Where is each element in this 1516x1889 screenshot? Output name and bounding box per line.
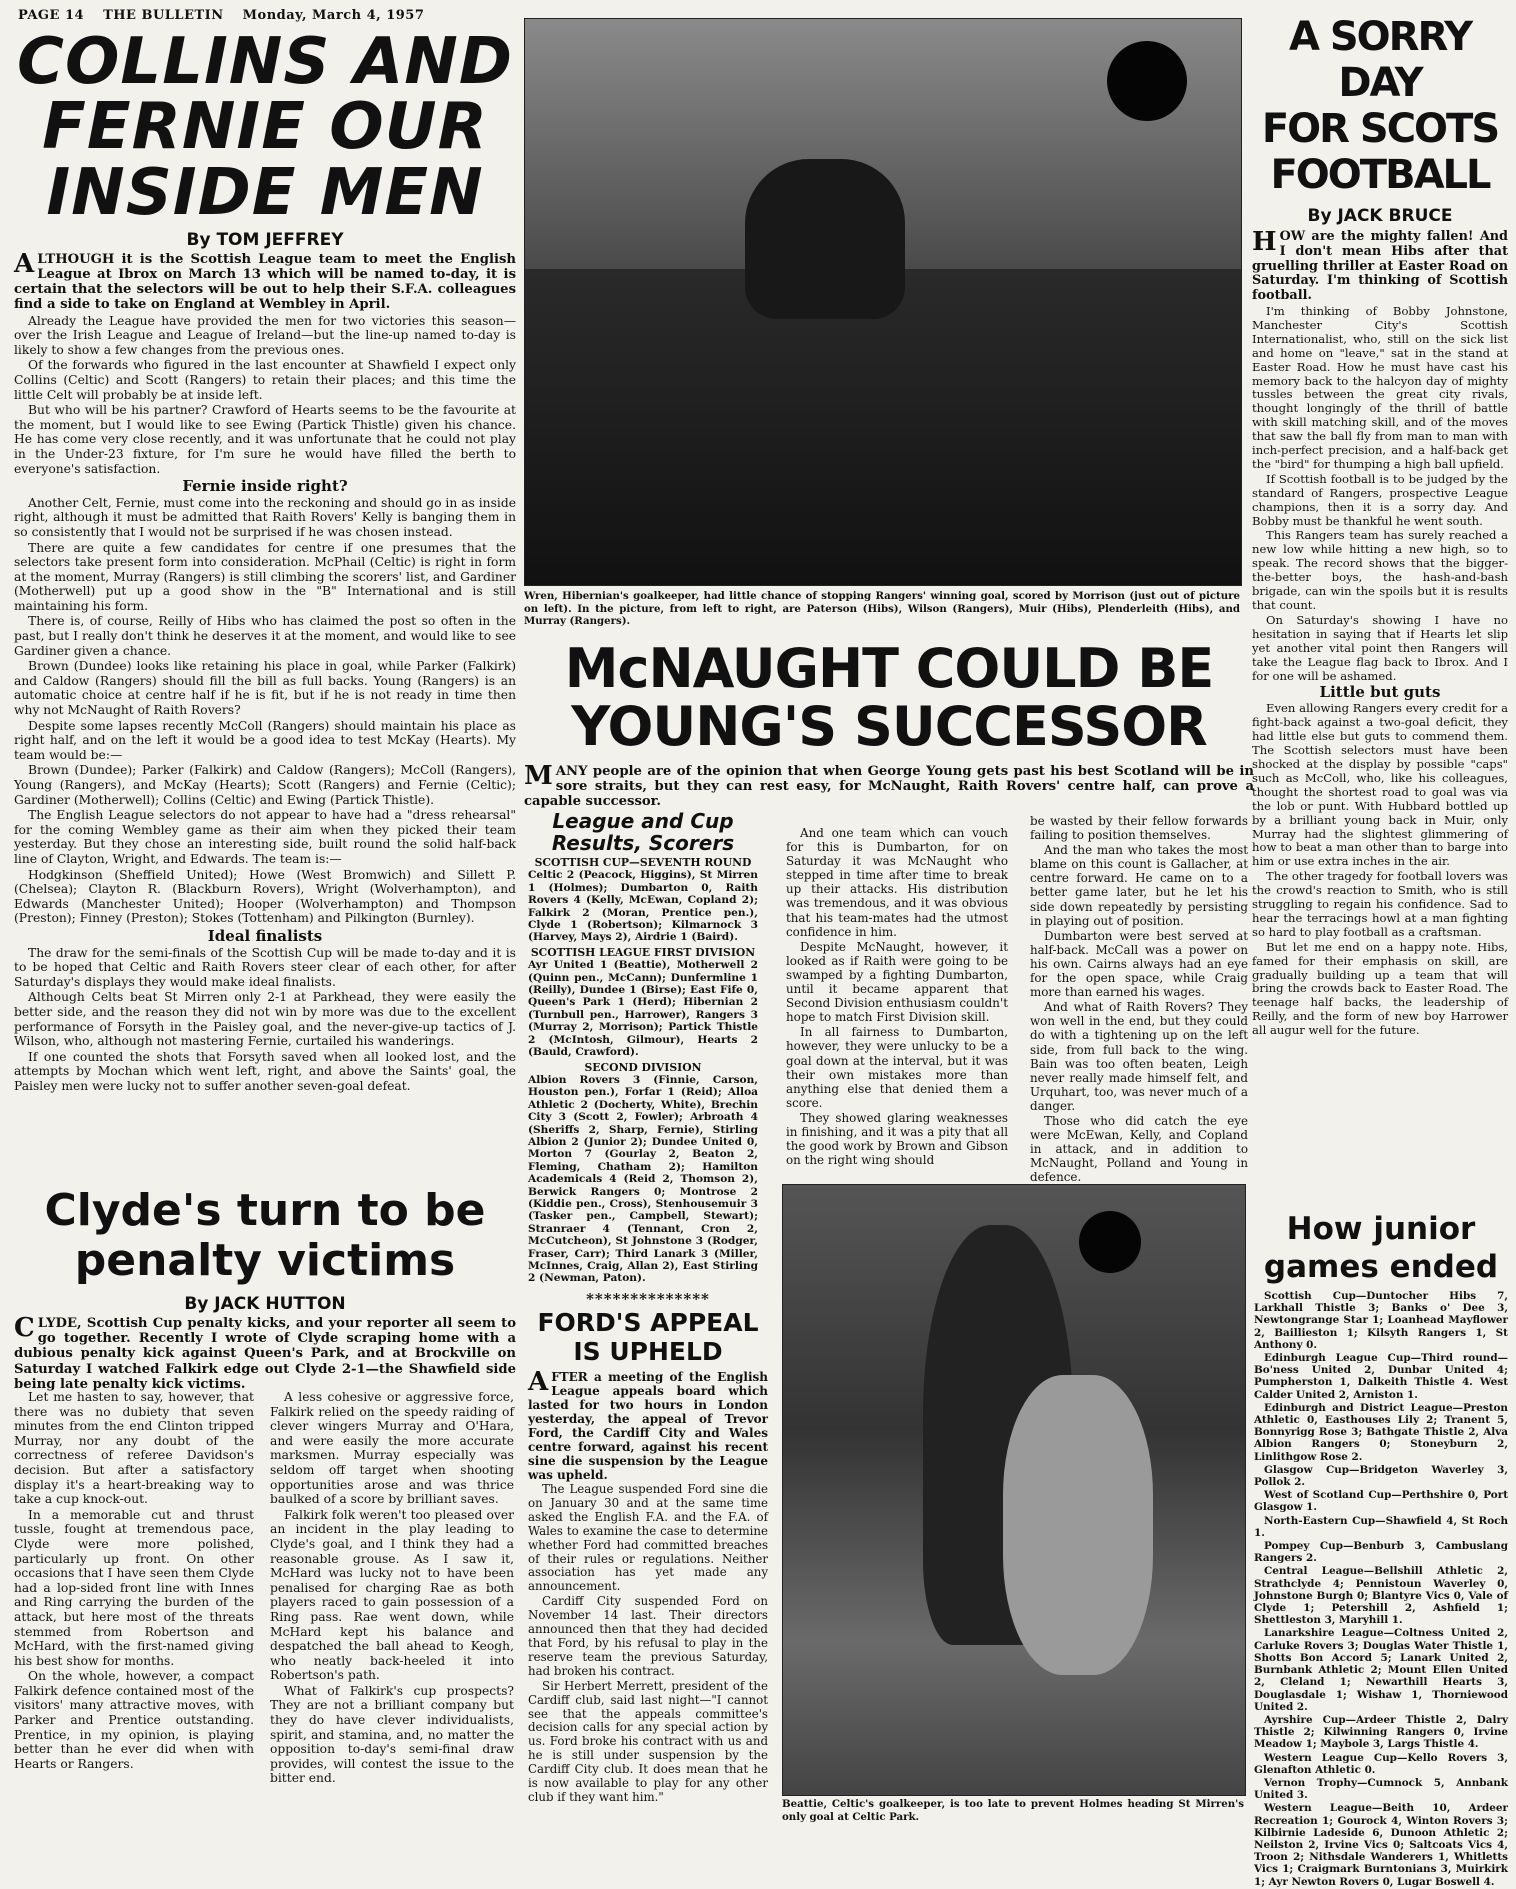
results-box — [528, 810, 758, 1285]
collins-para: Already the League have provided the men for two victories this season—over the Irish League and League of Ireland—but the line-up named to-day is likely to show a few changes from the previous ones. — [14, 313, 516, 357]
mcnaught-para: Despite McNaught, however, it looked as if Raith were going to be swamped by a fighting Dumbarton, until it became apparent that Second Division enthusiasm couldn't hope to match First Division skill. — [786, 939, 1008, 1025]
collins-para: There is, of course, Reilly of Hibs who has claimed the post so often in the past, but I really don't think he deserves it at the moment, and would like to see Gardiner given a chance. — [14, 614, 516, 658]
junior-item: Lanarkshire League—Coltness United 2, Carluke Rovers 3; Douglas Water Thistle 1, Shotts Bon Accord 5; Lanark United 2, Burnbank Athletic 2; Mount Ellen United 2, Cleland 1; Newarthill Hearts 3, Douglasdale 1; Wishaw 1, Thorniewood United 2. — [1254, 1627, 1508, 1713]
page-number: PAGE 14 — [18, 8, 85, 23]
clyde-headline — [14, 1186, 516, 1286]
collins-para: Hodgkinson (Sheffield United); Howe (West Bromwich) and Sillett P. (Chelsea); Clayton R. (Blackburn Rovers), Wright (Wolverhampton), and Edwards (Manchester United); Hooper (Wolverhampton) and Thompson (Preston); Finney (Preston); Stokes (Tottenham) and Pilkington (Burnley). — [14, 867, 516, 926]
clyde-headline-line-2: penalty victims — [74, 1235, 456, 1286]
mcnaught-lead-text: ANY people are of the opinion that when George Young gets past his best Scotland will be in sore straits, but they can rest easy, for McNaught, Raith Rovers' centre half, can prove a capable successor. — [524, 764, 1254, 810]
collins-para: But who will be his partner? Crawford of Hearts seems to be the favourite at the moment, but I would like to see Ewing (Partick Thistle) given his chance. He has come very close recently, and it was unfortunate that he could not play in the Under-23 fixture, for I'm sure he would have filled the berth to everyone's satisfaction. — [14, 403, 516, 476]
ford-dropcap: A — [528, 1367, 549, 1397]
ford-para: Sir Herbert Merrett, president of the Cardiff club, said last night—"I cannot see that the appeals committee's decision calls for any special action by us. Ford broke his contract with us and he is still under suspension by the Cardiff City club. It does mean that he is now available to play for any other club if they want him." — [528, 1678, 768, 1804]
results-second-division: Albion Rovers 3 (Finnie, Carson, Houston pen.), Forfar 1 (Reid); Alloa Athletic 2 (Docherty, White), Brechin City 3 (Scott 2, Fowler); Arbroath 4 (Sheriffs 2, Sharp, Fernie), Stirling Albion 2 (Junior 2); Dundee United 0, Morton 7 (Gourlay 2, Beaton 2, Fleming, Chatham 2); Hamilton Academicals 4 (Reid 2, Thomson 2), Berwick Rangers 0; Montrose 2 (Kiddie pen., Cross), Stenhousemuir 3 (Tasker pen., Campbell, Stewart); Stranraer 4 (Tennant, Cron 2, McCutcheon), St Johnstone 3 (Rodger, Fraser, Carr); Third Lanark 3 (Miller, McInnes, Craig, Allan 2), East Stirling 2 (Newman, Paton). — [528, 1073, 758, 1285]
mcnaught-para: And what of Raith Rovers? They won well in the end, but they could do with a tightening up on the left side, from full back to the wing. Bain was too often beaten, Leigh never really made himself felt, and Urquhart, too, was never much of a danger. — [1030, 1000, 1248, 1113]
clyde-article — [14, 1185, 516, 1786]
mcnaught-col-1 — [786, 826, 1008, 1168]
sorry-para: Even allowing Rangers every credit for a fight-back against a two-goal deficit, they had little else but guts to commend them. The Scottish selectors must have been shocked at the display by possible "caps" such as McColl, who, like his colleagues, thought the shortest road to goal was via the lob or punt. With Hubbard bottled up by a brilliant young back in Muir, only Murray had the slightest glimmering of how to beat a man other than to barge into him or use extra inches in the air. — [1252, 701, 1508, 869]
ford-para: Cardiff City suspended Ford on November 14 last. Their directors announced then that they had decided that Ford, by his refusal to play in the reserve team the previous Saturday, had broken his contract. — [528, 1594, 768, 1678]
sorry-para: I'm thinking of Bobby Johnstone, Manchester City's Scottish Internationalist, who, still on the sick list and home on "leave," sat in the stand at Easter Road. How he must have cast his memory back to the halcyon day of mighty tussles between the great city rivals, thought longingly of the thrill of battle with skill matching skill, and of the moves that saw the ball fly from man to man with inch-perfect precision, and a half-back get the "bird" for thumping a high ball upfield. — [1252, 303, 1508, 471]
clyde-col-2 — [270, 1390, 514, 1787]
collins-headline — [14, 25, 516, 230]
goalmouth-photo-caption: Wren, Hibernian's goalkeeper, had little chance of stopping Rangers' winning goal, scored by Morrison (just out of picture on left). In the picture, from left to right, are Paterson (Hibs), Wilson (Rangers), Muir (Hibs), Plenderleith (Hibs), and Murray (Rangers). — [524, 590, 1240, 627]
collins-para: Despite some lapses recently McColl (Rangers) should maintain his place as right half, and on the left it would be a good idea to test McKay (Hearts). My team would be:— — [14, 718, 516, 762]
collins-para: Although Celts beat St Mirren only 2-1 at Parkhead, they were easily the better side, and the reason they did not win by more was due to the excellent performance of Forsyth in the Paisley goal, and the never-give-up tactics of J. Wilson, who, although not mastering Fernie, curtailed his wanderings. — [14, 990, 516, 1049]
mcnaught-headline — [524, 637, 1254, 758]
heading-photo — [782, 1184, 1246, 1796]
collins-para: Of the forwards who figured in the last encounter at Shawfield I expect only Collins (Celtic) and Scott (Rangers) to retain their places; and this time the little Celt will probably be at inside left. — [14, 358, 516, 402]
mcnaught-para: be wasted by their fellow forwards failing to position themselves. — [1030, 814, 1248, 843]
clyde-lead — [14, 1313, 516, 1392]
junior-item: Edinburgh and District League—Preston Athletic 0, Easthouses Lily 2; Tranent 5, Bonnyrigg Rose 3; Bathgate Thistle 2, Alva Albion Rangers 0; Stoneyburn 2, Linlithgow Rose 2. — [1254, 1401, 1508, 1463]
collins-para: If one counted the shots that Forsyth saved when all looked lost, and the attempts by Mochan which went left, right, and above the Saints' goal, the Paisley men were lucky not to suffer another seven-goal defeat. — [14, 1049, 516, 1093]
junior-item: Vernon Trophy—Cumnock 5, Annbank United 3. — [1254, 1776, 1508, 1802]
ball-graphic — [1079, 1211, 1141, 1273]
mcnaught-lead-block — [524, 761, 1254, 810]
issue-date: Monday, March 4, 1957 — [242, 8, 425, 23]
collins-body — [14, 248, 516, 1094]
results-cup: Celtic 2 (Peacock, Higgins), St Mirren 1 (Holmes); Dumbarton 0, Raith Rovers 4 (Kelly, McEwan, Copland 2); Falkirk 2 (Moran, Prentice pen.), Clyde 1 (Robertson); Kilmarnock 3 (Harvey, Mays 2), Airdrie 1 (Baird). — [528, 869, 758, 944]
goalkeeper-figure — [745, 159, 905, 319]
junior-item: Western League Cup—Kello Rovers 3, Glenafton Athletic 0. — [1254, 1751, 1508, 1776]
junior-item: Scottish Cup—Duntocher Hibs 7, Larkhall Thistle 3; Banks o' Dee 3, Newtongrange Star 1; Loanhead Mayflower 2, Baillieston 1; Kilsyth Rangers 1, St Anthony 0. — [1254, 1290, 1508, 1351]
clyde-para: What of Falkirk's cup prospects? They are not a brilliant company but they do have clever individualists, spirit, and stamina, and, no matter the opposition to-day's semi-final draw provides, will contest the issue to the bitter end. — [270, 1683, 514, 1786]
ford-body — [528, 1367, 768, 1805]
clyde-lead-text: LYDE, Scottish Cup penalty kicks, and your reporter all seem to go together. Recently I wrote of Clyde scraping home with a dubious penalty kick against Queen's Park, and at Brockville on Saturday I watched Falkirk edge out Clyde 2-1—the Shawfield side being late penalty kick victims. — [14, 1316, 516, 1392]
goalmouth-photo — [524, 18, 1242, 586]
ford-headline — [528, 1308, 768, 1366]
sorry-para: On Saturday's showing I have no hesitation in saying that if Hearts let slip yet another vital point then Rangers will take the League flag back to Ibrox. And I for one will be ashamed. — [1252, 612, 1508, 683]
clyde-para: On the whole, however, a compact Falkirk defence contained most of the visitors' many attractive moves, with Parker and Prentice outstanding. Prentice, in my opinion, is playing better than he ever did when with Hearts or Rangers. — [14, 1669, 254, 1771]
sorry-para: This Rangers team has surely reached a new low while hitting a new high, so to speak. The record shows that the bigger-the-better boys, the hash-and-bash brigade, can win the spoils but it is results that count. — [1252, 528, 1508, 613]
ford-headline-line-2: IS UPHELD — [573, 1337, 723, 1366]
ford-lead — [528, 1367, 768, 1482]
collins-para: Brown (Dundee); Parker (Falkirk) and Caldow (Rangers); McColl (Rangers), Young (Rangers), and McKay (Hearts); Scott (Rangers) and Fernie (Celtic); Gardiner (Motherwell); Collins (Celtic) and Ewing (Partick Thistle). — [14, 763, 516, 807]
clyde-headline-line-1: Clyde's turn to be — [44, 1185, 486, 1236]
sorry-para: If Scottish football is to be judged by the standard of Rangers, prospective League champions, then it is a sorry day. And Bobby must be thankful he went south. — [1252, 471, 1508, 528]
collins-headline-line-3: INSIDE MEN — [46, 155, 484, 230]
sorry-para: But let me end on a happy note. Hibs, famed for their emphasis on skill, are gradually building up a team that will bring the crowds back to Easter Road. The teenage half backs, the leadership of Reilly, and the form of new boy Harrower all augur well for the future. — [1252, 939, 1508, 1038]
heading-photo-caption: Beattie, Celtic's goalkeeper, is too late to prevent Holmes heading St Mirren's only goal at Celtic Park. — [782, 1798, 1244, 1823]
mcnaught-col-2 — [1030, 814, 1248, 1185]
results-heading: SCOTTISH LEAGUE FIRST DIVISION — [530, 945, 756, 959]
sorry-byline: By JACK BRUCE — [1307, 206, 1453, 226]
clyde-para: In a memorable cut and thrust tussle, fought at tremendous pace, Clyde were more polished, particularly up front. On other occasions that I have seen them Clyde had a lop-sided front line with Innes and Ring carrying the burden of the attack, but here most of the threats stemmed from Robertson and McHard, with the first-named giving his best show for months. — [14, 1507, 254, 1668]
mcnaught-headline-line-1: McNAUGHT COULD BE — [564, 637, 1214, 700]
collins-para: Brown (Dundee) looks like retaining his place in goal, while Parker (Falkirk) and Caldow (Rangers) should fill the bill as full backs. Young (Rangers) is an automatic choice at centre half if he is fit, but if he is not ready in time then why not McNaught of Raith Rovers? — [14, 659, 516, 718]
collins-para: The draw for the semi-finals of the Scottish Cup will be made to-day and it is to be hoped that Celtic and Raith Rovers steer clear of each other, for after Saturday's displays they would make ideal finalists. — [14, 945, 516, 989]
clyde-para: Let me hasten to say, however, that there was no dubiety that seven minutes from the end Clinton tripped Murray, nor any doubt of the correctness of referee Davidson's decision. But after a satisfactory display it's a heart-breaking way to take a cup knock-out. — [14, 1390, 254, 1507]
collins-para: The English League selectors do not appear to have had a "dress rehearsal" for the coming Wembley game as their aim when they picked their team yesterday. But they chose an interesting side, built round the solid half-back line of Clayton, Wright, and Edwards. The team is:— — [14, 808, 516, 866]
mcnaught-para: And one team which can vouch for this is Dumbarton, for on Saturday it was McNaught who stepped in time after time to break up their attacks. His distribution was tremendous, and it was obvious that his team-mates had the utmost confidence in him. — [786, 826, 1008, 939]
sorry-headline — [1252, 14, 1508, 198]
results-list — [528, 857, 758, 1285]
junior-item: West of Scotland Cup—Perthshire 0, Port Glasgow 1. — [1254, 1489, 1508, 1514]
collins-byline: By TOM JEFFREY — [186, 229, 344, 250]
ford-stars-divider: ************** — [586, 1290, 710, 1308]
junior-item: North-Eastern Cup—Shawfield 4, St Roch 1. — [1254, 1514, 1508, 1539]
sorry-headline-line-3: FOOTBALL — [1270, 152, 1490, 198]
mcnaught-dropcap: M — [524, 761, 553, 791]
clyde-para: A less cohesive or aggressive force, Falkirk relied on the speedy raiding of clever wingers Murray and O'Hara, and were easily the more accurate marksmen. Murray especially was seldom off target when shooting opportunities arose and was thrice baulked of a score by brilliant saves. — [270, 1390, 514, 1507]
mcnaught-article — [524, 637, 1254, 811]
results-title-line-2: Results, Scorers — [551, 831, 735, 855]
ball-graphic — [1107, 41, 1187, 121]
ford-para: The League suspended Ford sine die on January 30 and at the same time asked the English F.A. and the F.A. of Wales to examine the case to determine whether Ford had committed breaches of their rules or regulations. Neither association has yet made any announcement. — [528, 1482, 768, 1594]
junior-item: Central League—Bellshill Athletic 2, Strathclyde 4; Pennistoun Waverley 0, Johnstone Burgh 0; Blantyre Vics 0, Vale of Clyde 1; Petershill 2, Ashfield 1; Shettleston 3, Maryhill 1. — [1254, 1565, 1508, 1627]
ford-headline-line-1: FORD'S APPEAL — [537, 1308, 759, 1337]
results-heading: SCOTTISH CUP—SEVENTH ROUND — [534, 856, 752, 869]
mcnaught-para: Dumbarton were best served at half-back. McCall was a power on his own. Cairns always had an eye for the open space, while Craig more than earned his wages. — [1030, 928, 1248, 1000]
mcnaught-lead — [524, 761, 1254, 810]
sorry-lead — [1252, 227, 1508, 304]
junior-results — [1254, 1210, 1508, 1889]
junior-item: Western League—Beith 10, Ardeer Recreation 1; Gourock 4, Winton Rovers 3; Kilbirnie Ladeside 6, Dunoon Athletic 2; Neilston 2, Irvine Vics 0; Saltcoats Vics 4, Troon 2; Nithsdale Wanderers 1, Whitletts Vics 1; Craigmark Burntonians 3, Muirkirk 1; Ayr Newton Rovers 0, Lugar Boswell 4. — [1254, 1802, 1508, 1888]
collins-headline-line-2: FERNIE OUR — [42, 90, 488, 165]
results-first-division: Ayr United 1 (Beattie), Motherwell 2 (Quinn pen., McCann); Dunfermline 1 (Reilly), Dundee 1 (Birse); East Fife 0, Queen's Park 1 (Herd); Hibernian 2 (Turnbull pen., Harrower), Rangers 3 (Murray 2, Morrison); Partick Thistle 2 (McIntosh, Gilmour), Hearts 2 (Bauld, Crawford). — [528, 959, 758, 1059]
collins-lead — [14, 248, 516, 313]
sorry-lead-text: OW are the mighty fallen! And I don't mean Hibs after that gruelling thriller at Easter Road on Saturday. I'm thinking of Scottish football. — [1252, 229, 1508, 304]
sorry-body — [1252, 227, 1508, 1038]
junior-headline-line-2: games ended — [1263, 1249, 1499, 1285]
collins-article — [14, 25, 516, 1094]
mcnaught-para: They showed glaring weaknesses in finishing, and it was a pity that all the good work by Brown and Gibson on the right wing should — [786, 1110, 1008, 1168]
sorry-headline-line-1: A SORRY DAY — [1288, 14, 1472, 106]
masthead — [18, 8, 438, 23]
ford-lead-text: FTER a meeting of the English League appeals board which lasted for two hours in London yesterday, the appeal of Trevor Ford, the Cardiff City and Wales centre forward, against his recent sine die suspension by the League was upheld. — [528, 1370, 768, 1482]
sorry-headline-line-2: FOR SCOTS — [1261, 106, 1499, 152]
results-title-line-1: League and Cup — [552, 809, 734, 833]
collins-lead-text: LTHOUGH it is the Scottish League team to meet the English League at Ibrox on March 13 which will be named to-day, it is certain that the selectors will be out to help their S.F.A. colleagues find a side to take on England at Wembley in April. — [14, 251, 516, 313]
mcnaught-headline-line-2: YOUNG'S SUCCESSOR — [571, 695, 1207, 758]
sorry-para: The other tragedy for football lovers was the crowd's reaction to Smith, who is still struggling to regain his confidence. Sad to hear the terracings howl at a man fighting so hard to play football as a craftsman. — [1252, 869, 1508, 939]
junior-list — [1254, 1290, 1508, 1888]
sorry-day-article — [1252, 14, 1508, 1039]
mcnaught-para: And the man who takes the most blame on this count is Gallacher, at centre forward. He came on to a better game later, but he let his side down repeatedly by persisting in playing out of position. — [1030, 843, 1248, 928]
clyde-para: Falkirk folk weren't too pleased over an incident in the play leading to Clyde's goal, and I think they had a reasonable grouse. As I saw it, McHard was lucky not to have been penalised for charging Rae as both players raced to gain possession of a Ring pass. Rae went down, while McHard kept his balance and despatched the ball ahead to Keogh, who neatly back-heeled it into Robertson's path. — [270, 1507, 514, 1683]
results-heading: SECOND DIVISION — [584, 1060, 702, 1074]
sorry-subhead: Little but guts — [1319, 683, 1441, 702]
collins-para: Another Celt, Fernie, must come into the reckoning and should go in as inside right, although it must be admitted that Raith Rovers' Kelly is banging them in so consistently that I would not be surprised if he was chosen instead. — [14, 495, 516, 539]
mcnaught-para: Those who did catch the eye were McEwan, Kelly, and Copland in attack, and in addition to McNaught, Polland and Young in defence. — [1030, 1113, 1248, 1185]
clyde-dropcap: C — [14, 1313, 35, 1343]
paper-name: THE BULLETIN — [103, 8, 224, 23]
collins-subhead: Ideal finalists — [207, 926, 323, 945]
junior-item: Pompey Cup—Benburb 3, Cambuslang Rangers 2. — [1254, 1540, 1508, 1565]
junior-headline — [1254, 1210, 1508, 1286]
results-title — [528, 810, 758, 854]
clyde-lead-block — [14, 1313, 516, 1392]
collins-para: There are quite a few candidates for centre if one presumes that the selectors take present form into consideration. McPhail (Celtic) is right in form at the moment, Murray (Rangers) is still climbing the scorers' list, and Gardiner (Motherwell) put up a good show in the "B" International and is still maintaining his form. — [14, 540, 516, 613]
clyde-byline: By JACK HUTTON — [184, 1294, 346, 1314]
junior-headline-line-1: How junior — [1286, 1211, 1476, 1247]
mcnaught-para: In all fairness to Dumbarton, however, they were unlucky to be a goal down at the interval, but it was their own mistakes more than anything else that denied them a score. — [786, 1025, 1008, 1110]
sorry-dropcap: H — [1252, 227, 1277, 257]
ford-article — [528, 1290, 768, 1806]
collins-subhead: Fernie inside right? — [182, 477, 348, 496]
junior-item: Edinburgh League Cup—Third round—Bo'ness United 2, Dunbar United 4; Pumpherston 1, Dalkeith Thistle 4. West Calder United 2, Arniston 1. — [1254, 1352, 1508, 1401]
junior-item: Glasgow Cup—Bridgeton Waverley 3, Pollok 2. — [1254, 1463, 1508, 1489]
goalkeeper-figure — [1003, 1375, 1153, 1675]
collins-headline-line-1: COLLINS AND — [17, 25, 513, 99]
clyde-col-1 — [14, 1390, 254, 1772]
junior-item: Ayrshire Cup—Ardeer Thistle 2, Dalry Thistle 2; Kilwinning Rangers 0, Irvine Meadow 1; Maybole 3, Largs Thistle 4. — [1254, 1713, 1508, 1751]
collins-dropcap: A — [14, 248, 35, 279]
